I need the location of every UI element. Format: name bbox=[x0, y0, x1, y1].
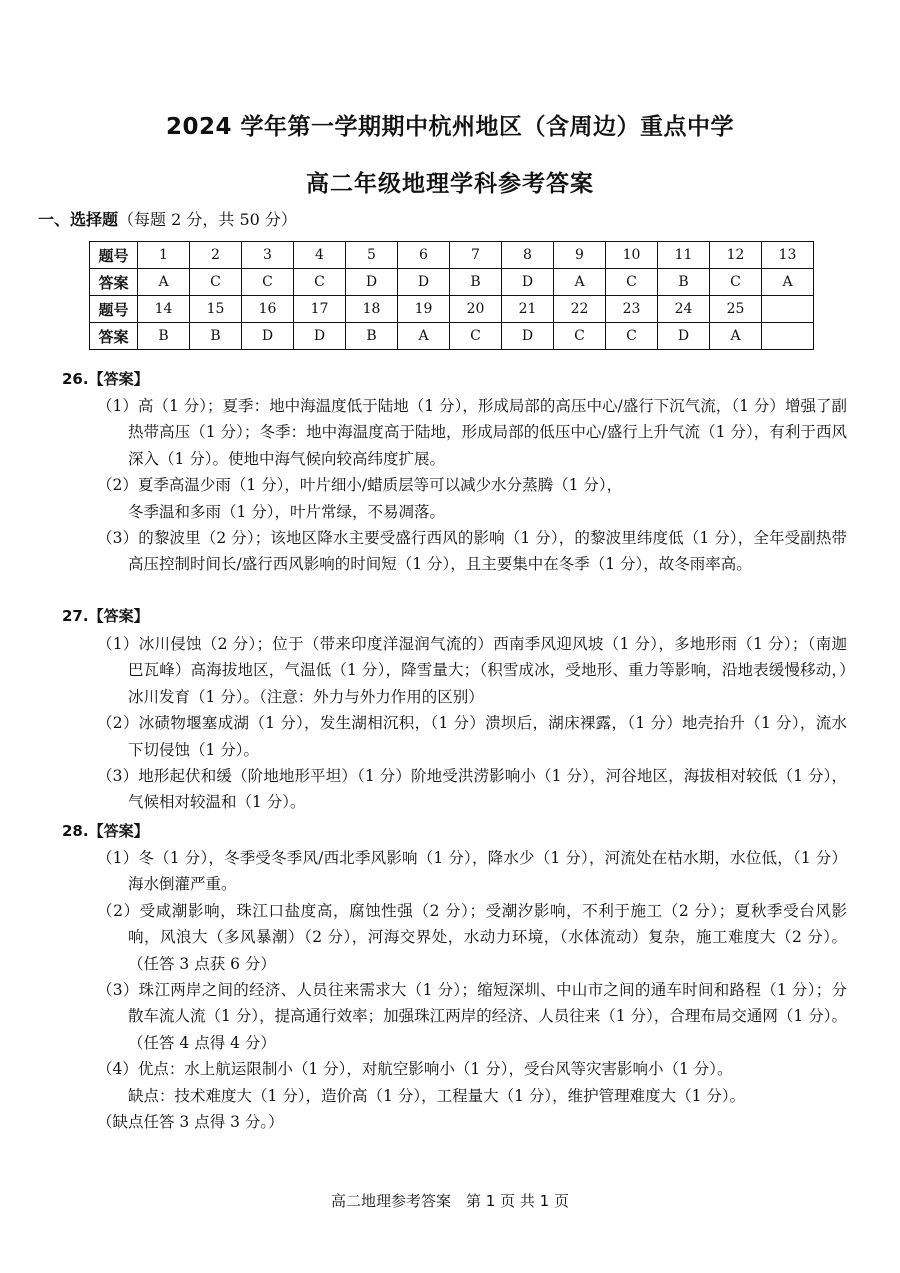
table-cell: B bbox=[138, 323, 190, 350]
table-cell: 5 bbox=[346, 242, 398, 269]
table-cell: 22 bbox=[554, 296, 606, 323]
table-cell: 7 bbox=[450, 242, 502, 269]
table-cell: A bbox=[710, 323, 762, 350]
q27-header: 27.【答案】 bbox=[62, 607, 149, 625]
table-cell: D bbox=[242, 323, 294, 350]
q26-part1: （1）高（1 分）；夏季：地中海温度低于陆地（1 分），形成局部的高压中心/盛行下沉气流，（1 分）增强了副热带高压（1 分）；冬季：地中海温度高于陆地，形成局部的低压中心/盛行上升气流（1 分），有利于西风深入（1 分）。使地中海气候向较高纬度扩展。 bbox=[97, 397, 847, 468]
table-cell: D bbox=[346, 269, 398, 296]
table-cell: 6 bbox=[398, 242, 450, 269]
table-cell: C bbox=[294, 269, 346, 296]
table-cell: D bbox=[658, 323, 710, 350]
table-cell: 2 bbox=[190, 242, 242, 269]
table-cell: 17 bbox=[294, 296, 346, 323]
table-cell: 18 bbox=[346, 296, 398, 323]
table-cell: 16 bbox=[242, 296, 294, 323]
q27-part3: （3）地形起伏和缓（阶地地形平坦）（1 分）阶地受洪涝影响小（1 分），河谷地区，海拔相对较低（1 分），气候相对较温和（1 分）。 bbox=[97, 767, 847, 812]
table-row bbox=[90, 269, 814, 296]
table-cell: 12 bbox=[710, 242, 762, 269]
table-cell: D bbox=[294, 323, 346, 350]
table-cell: 9 bbox=[554, 242, 606, 269]
row-header-cell: 题号 bbox=[90, 296, 138, 323]
table-cell: B bbox=[190, 323, 242, 350]
q28-part2: （2）受咸潮影响，珠江口盐度高，腐蚀性强（2 分）；受潮汐影响，不利于施工（2 分）；夏秋季受台风影响，风浪大（多风暴潮）（2 分），河海交界处，水动力环境，（水体流动）复杂，施工难度大（2 分）。（任答 3 点获 6 分） bbox=[97, 901, 847, 973]
q26-header: 26.【答案】 bbox=[62, 370, 149, 388]
table-cell: C bbox=[606, 323, 658, 350]
section-heading-multiple-choice bbox=[38, 207, 297, 230]
table-cell: D bbox=[502, 323, 554, 350]
table-cell: C bbox=[710, 269, 762, 296]
table-cell: D bbox=[502, 269, 554, 296]
table-cell bbox=[762, 323, 814, 350]
q26-answer-block bbox=[97, 393, 847, 578]
q28-part3: （3）珠江两岸之间的经济、人员往来需求大（1 分）；缩短深圳、中山市之间的通车时间和路程（1 分）；分散车流人流（1 分），提高通行效率；加强珠江两岸的经济、人员往来（1 分），合理布局交通网（1 分）。（任答 4 点得 4 分） bbox=[97, 981, 847, 1052]
table-cell: C bbox=[606, 269, 658, 296]
table-cell: A bbox=[554, 269, 606, 296]
table-cell: 23 bbox=[606, 296, 658, 323]
table-cell: B bbox=[346, 323, 398, 350]
q28-part4: （4）优点：水上航运限制小（1 分），对航空影响小（1 分），受台风等灾害影响小（1 分）。 bbox=[97, 1060, 733, 1079]
answer-table bbox=[89, 241, 814, 350]
row-header-cell: 答案 bbox=[90, 269, 138, 296]
table-cell: A bbox=[398, 323, 450, 350]
q28-header: 28.【答案】 bbox=[62, 822, 149, 840]
table-cell: B bbox=[450, 269, 502, 296]
q28-part4-cons: 缺点：技术难度大（1 分），造价高（1 分），工程量大（1 分），维护管理难度大（1 分）。 bbox=[128, 1086, 746, 1105]
q27-part1: （1）冰川侵蚀（2 分）；位于（带来印度洋湿润气流的）西南季风迎风坡（1 分），多地形雨（1 分）；（南迦巴瓦峰）高海拔地区，气温低（1 分），降雪量大；（积雪成冰，受地形、重力等影响，沿地表缓慢移动，）冰川发育（1 分）。（注意：外力与外力作用的区别） bbox=[97, 635, 847, 706]
table-cell: 4 bbox=[294, 242, 346, 269]
row-header-cell: 答案 bbox=[90, 323, 138, 350]
table-row bbox=[90, 296, 814, 323]
table-cell: C bbox=[242, 269, 294, 296]
table-cell bbox=[762, 296, 814, 323]
table-row bbox=[90, 242, 814, 269]
q27-answer-block bbox=[97, 631, 847, 816]
table-cell: 13 bbox=[762, 242, 814, 269]
table-cell: 24 bbox=[658, 296, 710, 323]
table-cell: 14 bbox=[138, 296, 190, 323]
table-cell: 25 bbox=[710, 296, 762, 323]
row-header-cell: 题号 bbox=[90, 242, 138, 269]
q26-part2-cont: 冬季温和多雨（1 分），叶片常绿，不易凋落。 bbox=[128, 502, 446, 521]
q27-part2: （2）冰碛物堰塞成湖（1 分），发生湖相沉积，（1 分）溃坝后，湖床裸露，（1 分）地壳抬升（1 分），流水下切侵蚀（1 分）。 bbox=[97, 714, 847, 759]
table-cell: C bbox=[450, 323, 502, 350]
table-cell: 21 bbox=[502, 296, 554, 323]
table-row bbox=[90, 323, 814, 350]
document-title: 2024 学年第一学期期中杭州地区（含周边）重点中学 bbox=[165, 114, 735, 140]
table-cell: 8 bbox=[502, 242, 554, 269]
table-cell: 10 bbox=[606, 242, 658, 269]
q28-part1: （1）冬（1 分），冬季受冬季风/西北季风影响（1 分），降水少（1 分），河流处在枯水期，水位低，（1 分）海水倒灌严重。 bbox=[97, 849, 847, 894]
table-cell: C bbox=[554, 323, 606, 350]
table-cell: 11 bbox=[658, 242, 710, 269]
table-cell: 15 bbox=[190, 296, 242, 323]
table-cell: D bbox=[398, 269, 450, 296]
table-cell: 19 bbox=[398, 296, 450, 323]
table-cell: A bbox=[762, 269, 814, 296]
q28-answer-block bbox=[97, 845, 847, 1135]
q26-part2: （2）夏季高温少雨（1 分），叶片细小/蜡质层等可以减少水分蒸腾（1 分）， bbox=[97, 476, 623, 495]
table-cell: C bbox=[190, 269, 242, 296]
q26-part3: （3）的黎波里（2 分）；该地区降水主要受盛行西风的影响（1 分），的黎波里纬度低（1 分），全年受副热带高压控制时间长/盛行西风影响的时间短（1 分），且主要集中在冬季（1 分），故冬雨率高。 bbox=[97, 529, 847, 574]
table-cell: B bbox=[658, 269, 710, 296]
table-cell: 20 bbox=[450, 296, 502, 323]
table-cell: A bbox=[138, 269, 190, 296]
q28-part4-note: （缺点任答 3 点得 3 分。） bbox=[97, 1113, 284, 1132]
table-cell: 1 bbox=[138, 242, 190, 269]
document-subtitle: 高二年级地理学科参考答案 bbox=[306, 171, 594, 197]
section-label: 一、选择题 bbox=[38, 210, 119, 229]
table-cell: 3 bbox=[242, 242, 294, 269]
section-note: （每题 2 分，共 50 分） bbox=[118, 210, 297, 229]
page-footer: 高二地理参考答案 第 1 页 共 1 页 bbox=[331, 1192, 569, 1210]
